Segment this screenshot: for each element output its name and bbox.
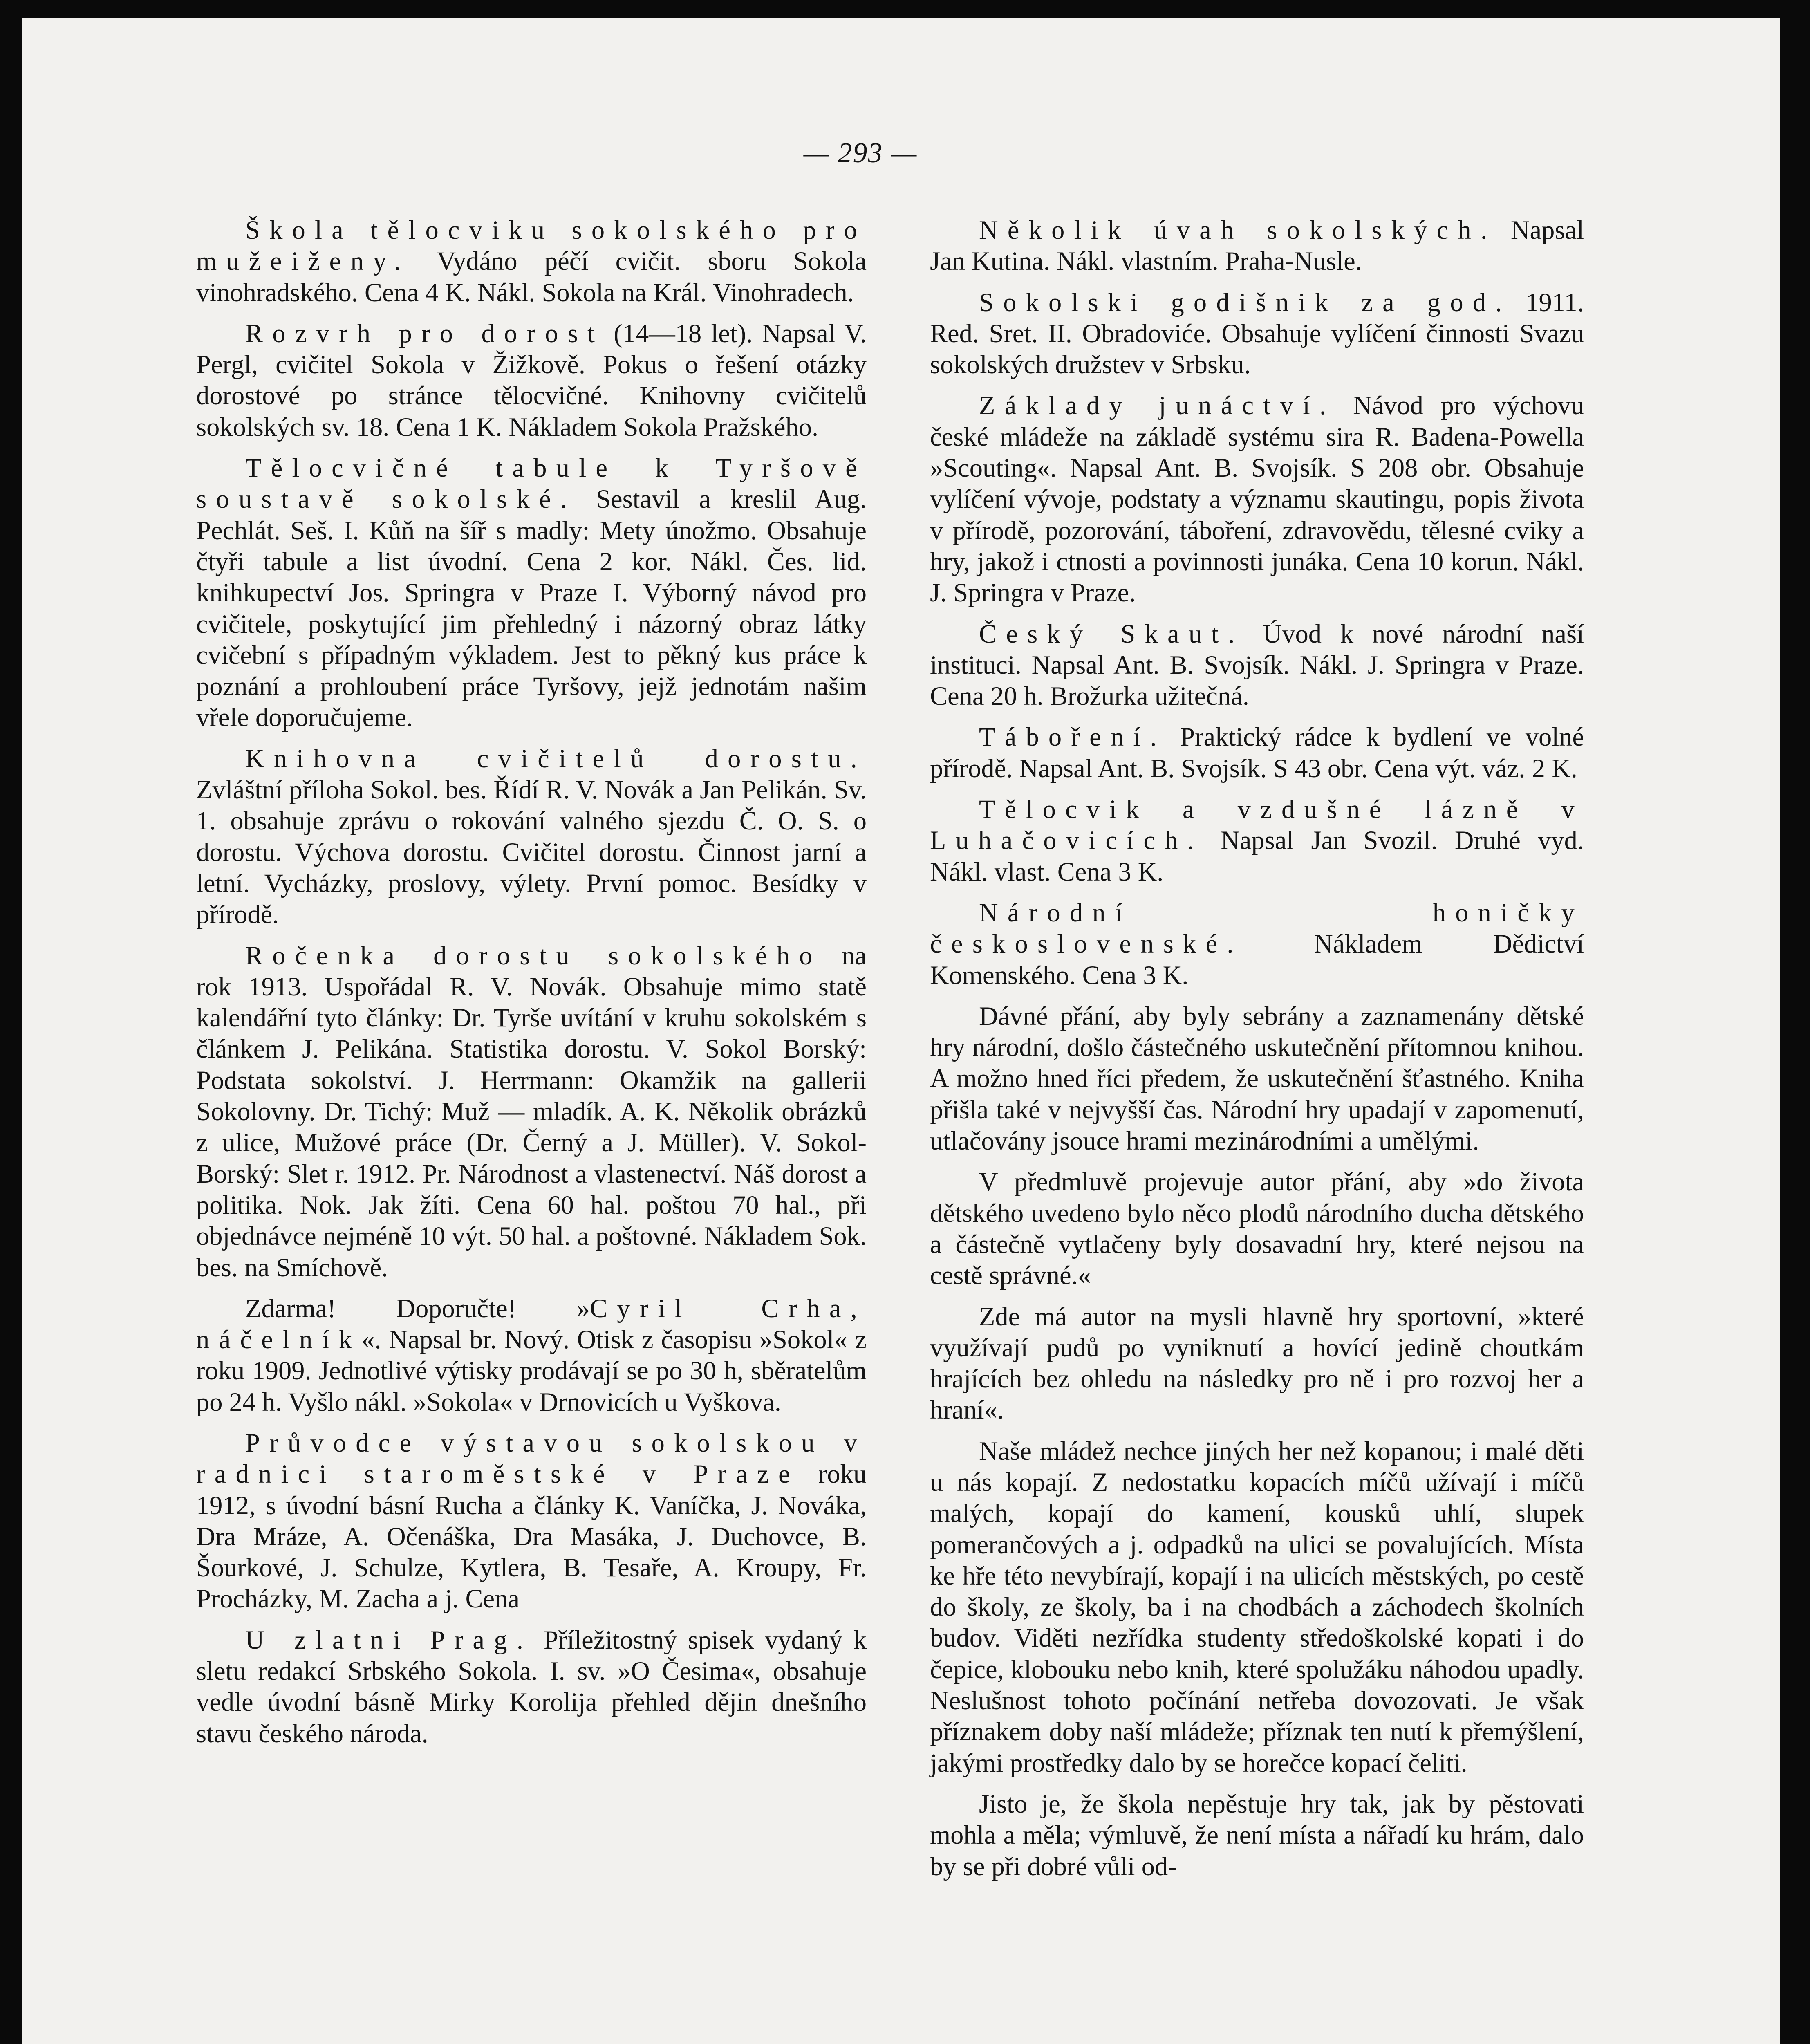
entry-narodni-honicky: [930, 897, 1584, 991]
paragraph-text: Zde má autor na mysli hlavně hry sportovní, »které využívají pudů po vyniknutí a hovící jedině choutkám hrajících bez ohledu na následky pro ně i pro rozvoj her a hraní«.: [930, 1302, 1584, 1425]
entry-taboreni: [930, 722, 1584, 784]
entry-body: Zvláštní příloha Sokol. bes. Řídí R. V. Novák a Jan Pelikán. Sv. 1. obsahuje zprávu o rokování valného sjezdu Č. O. S. o dorostu. Výchova dorostu. Cvičitel dorostu. Činnost jarní a letní. Vycházky, proslovy, výlety. První pomoc. Besídky v přírodě.: [196, 775, 867, 929]
entry-zaklady-junactvi: [930, 390, 1584, 608]
entry-body: Nákladem Dědictví Komenského. Cena 3 K.: [930, 929, 1584, 990]
entry-title: Několik úvah sokolských.: [979, 215, 1497, 244]
paragraph-text: Jisto je, že škola nepěstuje hry tak, jak by pěstovati mohla a měla; výmluvě, že není místa a nářadí ku hrám, dalo by se při dobré vůli od-: [930, 1789, 1584, 1881]
entry-title: Ročenka dorostu sokolského: [245, 941, 822, 970]
entry-sokolski-godisnik: [930, 287, 1584, 381]
entry-body: na rok 1913. Uspořádal R. V. Novák. Obsahuje mimo statě kalendářní tyto články: Dr. Tyrše uvítání v kruhu sokolském s článkem J. Pelikána. Statistika dorostu. V. Sokol Borský: Podstata sokolství. J. Herrmann: Okamžik na gallerii Sokolovny. Dr. Tichý: Muž — mladík. A. K. Několik obrázků z ulice, Mužové práce (Dr. Černý a J. Müller). V. Sokol-Borský: Slet r. 1912. Pr. Národnost a vlastenectví. Náš dorost a politika. Nok. Jak žíti. Cena 60 hal. poštou 70 hal., při objednávce nejméně 10 výt. 50 hal. a poštovné. Nákladem Sok. bes. na Smíchově.: [196, 941, 867, 1282]
entry-rozvrh-pro-dorost: [196, 318, 867, 443]
entry-title: U zlatni Prag.: [245, 1625, 533, 1654]
entry-title: Základy junáctví.: [979, 391, 1336, 420]
page-number: — 293 —: [803, 137, 918, 169]
entry-body: Napsal Jan Kutina. Nákl. vlastním. Praha-Nusle.: [930, 215, 1584, 276]
entry-title: Tělocvik a vzdušné lázně v Luhačovicích.: [930, 795, 1584, 855]
entry-title: Průvodce výstavou sokolskou v radnici staroměstské v Praze: [196, 1428, 867, 1489]
entry-body: Praktický rádce k bydlení ve volné přírodě. Napsal Ant. B. Svojsík. S 43 obr. Cena výt. váz. 2 K.: [930, 722, 1584, 783]
paragraph-text: Naše mládež nechce jiných her než kopanou; i malé děti u nás kopají. Z nedostatku kopacích míčů užívají i míčů malých, kopají do kamení, kousků uhlí, slupek pomerančových a j. odpadků na ulici se povalujících. Místa ke hře této nevybírají, kopají i na ulicích městských, po cestě do školy, ze školy, ba i na chodbách a záchodech školních budov. Viděti nezřídka studenty středoškolské kopati i do čepice, klobouku nebo knih, které spolužáku náhodou upadly. Neslušnost tohoto počínání netřeba dovozovati. Je však příznakem doby naší mládeže; příznak ten nutí k přemýšlení, jakými prostředky dalo by se horečce kopací čeliti.: [930, 1436, 1584, 1777]
entry-body: Vydáno péčí cvičit. sboru Sokola vinohradského. Cena 4 K. Nákl. Sokola na Král. Vinohradech.: [196, 247, 867, 307]
review-paragraph: [930, 1788, 1584, 1882]
entry-body: (14—18 let). Napsal V. Pergl, cvičitel Sokola v Žižkově. Pokus o řešení otázky dorostové po stránce tělocvičné. Knihovny cvičitelů sokolských sv. 18. Cena 1 K. Nákladem Sokola Pražského.: [196, 318, 867, 442]
book-page: [22, 18, 1780, 2044]
entry-title: Škola tělocviku sokolského pro mužeiženy.: [196, 215, 867, 276]
entry-body: «. Napsal br. Nový. Otisk z časopisu »Sokol« z roku 1909. Jednotlivé výtisky prodávají se po 30 h, sběratelům po 24 h. Vyšlo nákl. »Sokola« v Drnovicích u Vyškova.: [196, 1325, 867, 1416]
entry-title: Sokolski godišnik za god.: [979, 287, 1512, 317]
entry-rocenka-dorostu: [196, 940, 867, 1283]
entry-title: Tělocvičné tabule k Tyršově soustavě sokolské.: [196, 453, 867, 514]
entry-cesky-skaut: [930, 619, 1584, 712]
entry-prefix: Zdarma! Doporučte! »: [245, 1293, 590, 1323]
entry-telocvicne-tabule: [196, 453, 867, 733]
review-paragraph: [930, 1436, 1584, 1779]
entry-body: roku 1912, s úvodní básní Rucha a články K. Vaníčka, J. Nováka, Dra Mráze, A. Očenáška, Dra Masáka, J. Duchovce, B. Šourkové, J. Schulze, Kytlera, B. Tesaře, A. Kroupy, Fr. Procházky, M. Zacha a j. Cena: [196, 1459, 867, 1614]
entry-cyril-crha: [196, 1293, 867, 1418]
entry-title: Táboření.: [979, 722, 1166, 752]
entry-nekolik-uvah: [930, 215, 1584, 277]
entry-body: Úvod k nové národní naší instituci. Napsal Ant. B. Svojsík. Nákl. J. Springra v Praze. Cena 20 h. Brožurka užitečná.: [930, 619, 1584, 711]
entry-body: Příležitostný spisek vydaný k sletu redakcí Srbského Sokola. I. sv. »O Česima«, obsahuje vedle úvodní básně Mirky Korolija přehled dějin dnešního stavu českého národa.: [196, 1625, 867, 1748]
entry-body: 1911. Red. Sret. II. Obradoviće. Obsahuje vylíčení činnosti Svazu sokolských družstev v Srbsku.: [930, 287, 1584, 379]
entry-telocvik-lazne: [930, 794, 1584, 888]
entry-knihovna-cvicitelu: [196, 743, 867, 930]
entry-title: Knihovna cvičitelů dorostu.: [245, 744, 867, 773]
entry-body: Návod pro výchovu české mládeže na základě systému sira R. Badena-Powella »Scouting«. Napsal Ant. B. Svojsík. S 208 obr. Obsahuje vylíčení vývoje, podstaty a významu skautingu, popis života v přírodě, pozorování, táboření, zdravovědu, tělesné cviky a hry, jakož i ctnosti a povinnosti junáka. Cena 10 korun. Nákl. J. Springra v Praze.: [930, 391, 1584, 607]
paragraph-text: V předmluvě projevuje autor přání, aby »do života dětského uvedeno bylo něco plodů národního ducha dětského a částečně vytlačeny byly dosavadní hry, které nejsou na cestě správné.«: [930, 1167, 1584, 1290]
review-paragraph: [930, 1001, 1584, 1156]
right-column: [930, 215, 1584, 1892]
left-column: [196, 215, 867, 1759]
entry-skola-telocviku: [196, 215, 867, 308]
entry-body: Napsal Jan Svozil. Druhé vyd. Nákl. vlast. Cena 3 K.: [930, 826, 1584, 886]
entry-body: Sestavil a kreslil Aug. Pechlát. Seš. I. Kůň na šíř s madly: Mety únožmo. Obsahuje čtyři tabule a list úvodní. Cena 2 kor. Nákl. Čes. lid. knihkupectví Jos. Springra v Praze I. Výborný návod pro cvičitele, poskytující jim přehledný i názorný obraz látky cvičební s případným výkladem. Jest to pěkný kus práce k poznání a prohloubení práce Tyršovy, jejž jednotám našim vřele doporučujeme.: [196, 484, 867, 732]
entry-title: Cyril Crha, náčelník: [196, 1293, 867, 1354]
entry-title: Národní honičky československé.: [930, 898, 1584, 959]
entry-title: Rozvrh pro dorost: [245, 318, 605, 348]
review-paragraph: [930, 1301, 1584, 1426]
review-paragraph: [930, 1166, 1584, 1291]
paragraph-text: Dávné přání, aby byly sebrány a zaznamenány dětské hry národní, došlo částečného uskutečnění přítomnou knihou. A možno hned říci předem, že uskutečnění šťastného. Kniha přišla také v nejvyšší čas. Národní hry upadají v zapomenutí, utlačovány jsouce hrami mezinárodními a umělými.: [930, 1001, 1584, 1156]
entry-u-zlatni-prag: [196, 1625, 867, 1749]
entry-title: Český Skaut.: [979, 619, 1244, 648]
entry-pruvodce-vystavou: [196, 1428, 867, 1615]
